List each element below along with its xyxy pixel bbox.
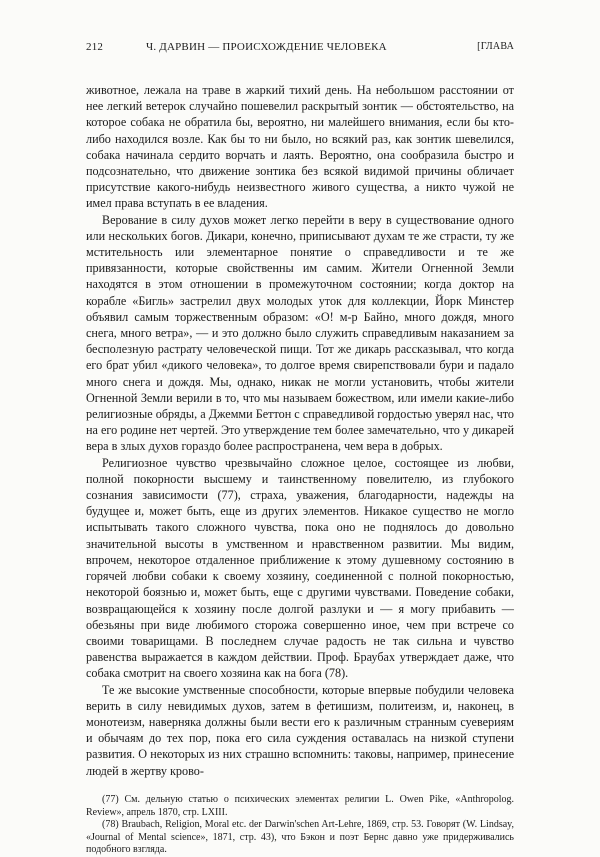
footnote-78: (78) Braubach, Religion, Moral etc. der Darwin'schen Art-Lehre, 1869, стр. 53. Говорят (W. Lindsay, «Journal of Mental science», 1871, стр. 43), что Бэкон и поэт Бернс давно уже придерживались подобного взгляда.	[86, 819, 514, 856]
paragraph-1: животное, лежала на траве в жаркий тихий день. На небольшом расстоянии от нее легкий ветерок случайно пошевелил раскрытый зонтик — обстоятельство, на которое собака не обратила бы, вероятно, ни малейшего внимания, если бы кто-либо находился возле. Как бы то ни было, но всякий раз, как зонтик шевелился, собака начинала сердито ворчать и лаять. Вероятно, она сообразила быстро и подсознательно, что движение зонтика без всякой видимой причины обличает присутствие какого-нибудь неизвестного живого существа, а никто чужой не имел права вступать в ее владения.	[86, 83, 514, 211]
running-title: Ч. ДАРВИН — ПРОИСХОЖДЕНИЕ ЧЕЛОВЕКА	[146, 41, 387, 53]
body-text	[86, 82, 514, 779]
page-number: 212	[86, 41, 104, 53]
footnote-77: (77) См. дельную статью о психических элементах религии L. Owen Pike, «Anthropolog. Review», апрель 1870, стр. LXIII.	[86, 794, 514, 818]
chapter-label: [ГЛАВА	[477, 41, 514, 52]
paragraph-4: Те же высокие умственные способности, которые впервые побудили человека верить в силу невидимых духов, затем в фетишизм, политеизм, и, наконец, в монотеизм, наверняка должны были вести его к различным странным суевериям и обычаям до тех пор, пока его сила суждения оставалась на низкой ступени развития. О некоторых из них страшно вспомнить: таковы, например, принесение людей в жертву крово-	[86, 682, 514, 778]
footnotes	[86, 794, 514, 857]
paragraph-3: Религиозное чувство чрезвычайно сложное целое, состоящее из любви, полной покорности высшему и таинственному повелителю, из глубокого сознания зависимости (77), страха, уважения, благодарности, надежды на будущее и, может быть, еще из других элементов. Никакое существо не могло испытывать такого сложного чувства, пока оно не поднялось до довольно значительной высоты в умственном и нравственном развитии. Мы видим, впрочем, некоторое отдаленное приближение к этому душевному состоянию в горячей любви собаки к своему хозяину, соединенной с полной покорностью, некоторой боязнью и, может быть, еще с другими чувствами. Поведение собаки, возвращающейся к хозяину после долгой разлуки и — я могу прибавить — обезьяны при виде любимого сторожа совершенно иное, чем при встрече со своими товарищами. В последнем случае радость не так сильна и чувство равенства выражается в каждом действии. Проф. Браубах утверждает даже, что собака смотрит на своего хозяина как на бога (78).	[86, 455, 514, 681]
paragraph-2: Верование в силу духов может легко перейти в веру в существование одного или нескольких богов. Дикари, конечно, приписывают духам те же страсти, ту же мстительность или элементарное понятие о справедливости и те же привязанности, которые свойственны им самим. Жители Огненной Земли находятся в этом отношении в промежуточном состоянии; когда доктор на корабле «Бигль» застрелил двух молодых уток для коллекции, Йорк Минстер объявил самым торжественным образом: «О! м-р Байно, много дождя, много снега, много ветра», — и это должно было служить справедливым наказанием за бесполезную растрату человеческой пищи. Тот же дикарь рассказывал, что когда его брат убил «дикого человека», то долгое время свирепствовали бури и падало много снега и дождя. Мы, однако, никак не могли установить, чтобы жители Огненной Земли верили в то, что мы называем божеством, или имели какие-либо религиозные обряды, а Джемми Беттон с справедливой гордостью уверял нас, что на его родине нет чертей. Это утверждение тем более замечательно, что у дикарей вера в злых духов гораздо более распространена, чем вера в добрых.	[86, 212, 514, 454]
